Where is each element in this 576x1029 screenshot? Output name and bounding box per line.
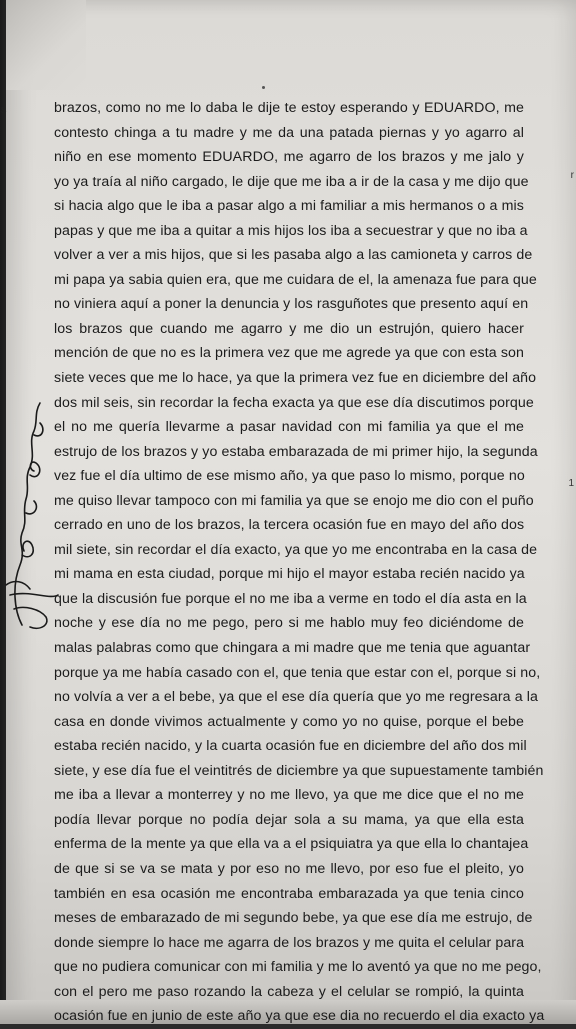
text-line: podía llevar porque no podía dejar sola a su mama, ya que ella esta [54,811,524,828]
text-line: malas palabras como que chingara a mi madre que me tenia que aguantar [54,640,531,657]
right-margin-mark-2: 1 [568,478,574,489]
text-line: niño en ese momento EDUARDO, me agarro de los brazos y me jalo y [54,149,524,166]
text-line: mi papa ya sabia quien era, que me cuidara de el, la amenaza fue para que [54,271,537,288]
text-line: porque ya me había casado con el, que tenia que estar con el, porque si no, [54,664,541,681]
text-line: mi mama en esta ciudad, porque mi hijo el mayor estaba recién nacido ya [54,566,525,583]
text-line: enferma de la mente ya que ella va a el psiquiatra ya que ella lo chantajea [54,836,529,853]
text-line: que la discusión fue porque el no me iba a verme en todo el día asta en la [54,590,527,607]
text-line: los brazos que cuando me agarro y me dio un estrujón, quiero hacer [54,320,524,337]
text-line: siete, y ese día fue el veintitrés de diciembre ya que supuestamente también [54,762,544,779]
text-line: el no me quería llevarme a pasar navidad con mi familia ya que el me [54,419,524,436]
right-margin-mark-1: r [570,170,574,181]
text-line: dos mil seis, sin recordar la fecha exacta ya que ese día discutimos porque [54,394,534,411]
text-line: me quiso llevar tampoco con mi familia ya que se enojo me dio con el puño [54,492,534,509]
text-line: mención de que no es la primera vez que me agrede ya que con esta son [54,345,524,362]
text-line: si hacia algo que le iba a pasar algo a mi familiar a mis hermanos o a mis [54,198,524,215]
paper-fold-shadow [6,0,86,90]
text-line: siete veces que me lo hace, ya que la primera vez fue en diciembre del año [54,370,537,387]
handwritten-signature-icon [0,395,60,635]
text-line: no volvía a ver a el bebe, ya que el ese día quería que yo me regresara a la [54,689,538,706]
text-line: no viniera aquí a poner la denuncia y los rasguñotes que presento aquí en [54,296,529,313]
text-line: casa en donde vivimos actualmente y como yo no quise, porque el bebe [54,713,524,730]
text-line: que no pudiera comunicar con mi familia y me lo aventó ya que no me pego, [54,959,542,976]
ink-speck [262,86,265,89]
text-line: contesto chinga a tu madre y me da una patada piernas y yo agarro al [54,124,524,141]
text-line: volver a ver a mis hijos, que si les pasaba algo a las camioneta y carros de [54,247,533,264]
text-line: papas y que me iba a quitar a mis hijos los iba a secuestrar y que no iba a [54,222,528,239]
text-line: de que si se va se mata y por eso no me llevo, por eso fue el pleito, yo [54,860,524,877]
text-line: con el pero me paso rozando la cabeza y el celular se rompió, la quinta [54,983,524,1000]
text-line: noche y ese día no me pego, pero si me hablo muy feo diciéndome de [54,615,524,632]
text-line: me iba a llevar a monterrey y no me llevo, ya que me dice que el no me [54,787,524,804]
text-line: cerrado en uno de los brazos, la tercera ocasión fue en mayo del año dos [54,517,525,534]
text-line: donde siempre lo hace me agarra de los brazos y me quita el celular para [54,934,525,951]
text-line: yo ya traía al niño cargado, le dije que me iba a ir de la casa y me dijo que [54,173,529,190]
text-line: estrujo de los brazos y yo estaba embarazada de mi primer hijo, la segunda [54,443,538,460]
text-line: meses de embarazado de mi segundo bebe, ya que ese día me estrujo, de [54,910,533,927]
document-body [54,96,545,1029]
text-line: brazos, como no me lo daba le dije te estoy esperando y EDUARDO, me [54,100,524,116]
text-line: también en esa ocasión me encontraba embarazada ya que tenia cinco [54,885,524,902]
left-margin-mark: s [1,104,7,116]
text-line: ocasión fue en junio de este año ya que ese dia no recuerdo el dia exacto ya [54,1008,545,1025]
text-line: mil siete, sin recordar el día exacto, ya que yo me encontraba en la casa de [54,541,538,558]
text-line: estaba recién nacido, y la cuarta ocasión fue en diciembre del año dos mil [54,738,527,755]
text-line: vez fue el día ultimo de ese mismo año, ya que paso lo mismo, porque no [54,468,525,485]
